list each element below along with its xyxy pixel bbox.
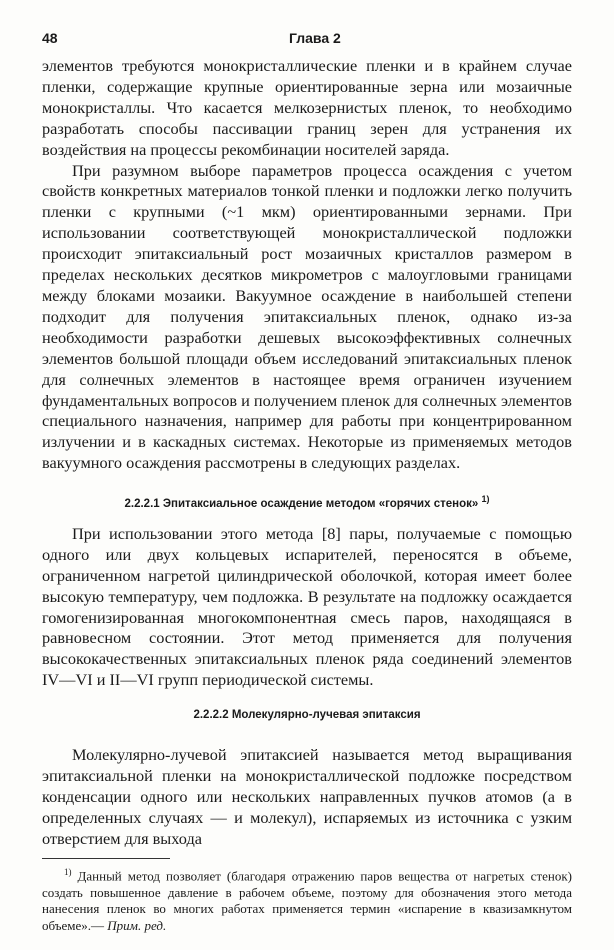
section-heading-2-2-2-2: 2.2.2.2 Молекулярно-лучевая эпитаксия <box>193 709 421 722</box>
paragraph-3: При использовании этого метода [8] пары, получаемые с помощью одного или двух кольцевых испарителей, переносятся в объеме, ограниченном нагретой цилиндрической оболочкой, которая имеет более высокую температуру, чем подложка. В результате на подложку осаждается гомогенизированная многокомпонентная смесь паров, находящаяся в равновесном состоянии. Этот метод применяется для получения высококачественных эпитаксиальных пленок ряда соединений элементов IV—VI и II—VI групп периодической системы. <box>42 523 572 690</box>
footnote-divider <box>42 858 170 859</box>
footnote-editor-note: Прим. ред. <box>107 917 167 933</box>
paragraph-1: элементов требуются монокристаллические пленки и в крайнем случае пленки, содержащие крупные ориентированные зерна или мозаичные монокристаллы. Что касается мелкозернистых пленок, то необходимо разработать способы пассивации границ зерен для устранения их воздействия на процессы рекомбинации носителей заряда. <box>42 56 572 159</box>
section-heading-text: 2.2.2.1 Эпитаксиальное осаждение методом «горячих стенок» <box>124 497 479 510</box>
section-heading-2-2-2-1 <box>42 494 572 510</box>
paragraph-2: При разумном выборе параметров процесса осаждения с учетом свойств конкретных материалов тонкой пленки и подложки легко получить пленки с крупными (~1 мкм) ориентированными зернами. При использовании соответствующей монокристаллической подложки происходит эпитаксиальный рост мозаичных кристаллов размером в пределах нескольких десятков микрометров с малоугловыми границами между блоками мозаики. Вакуумное осаждение в наибольшей степени подходит для получения эпитаксиальных пленок, однако из-за необходимости разработки дешевых высокоэффективных солнечных элементов большой площади объем исследований эпитаксиальных пленок для солнечных элементов в настоящее время ограничен изучением фундаментальных вопросов и получением пленок для солнечных элементов специального назначения, например для работы при концентрированном излучении и в каскадных системах. Некоторые из применяемых методов вакуумного осаждения рассмотрены в следующих разделах. <box>42 160 572 473</box>
footnote-text: Данный метод позволяет (благодаря отражению паров вещества от нагретых стенок) создать повышенное давление в рабочем объеме, поэтому для обозначения этого метода нанесения пленок во многих работах применяется термин «испарение в квазизамкнутом объеме».— <box>42 868 573 933</box>
page-header <box>42 30 572 56</box>
footnote <box>42 864 572 934</box>
chapter-title: Глава 2 <box>289 30 341 46</box>
footnote-ref: 1) <box>481 494 490 505</box>
page <box>42 30 572 934</box>
paragraph-4: Молекулярно-лучевой эпитаксией называется метод выращивания эпитаксиальной пленки на монокристаллической подложке посредством конденсации одного или нескольких направленных пучков атомов (а в определенных случаях — и молекул), испаряемых из источника с узким отверстием для выхода <box>42 745 572 848</box>
body-text <box>42 56 572 850</box>
page-number: 48 <box>42 30 58 46</box>
footnote-marker: 1) <box>64 866 72 877</box>
